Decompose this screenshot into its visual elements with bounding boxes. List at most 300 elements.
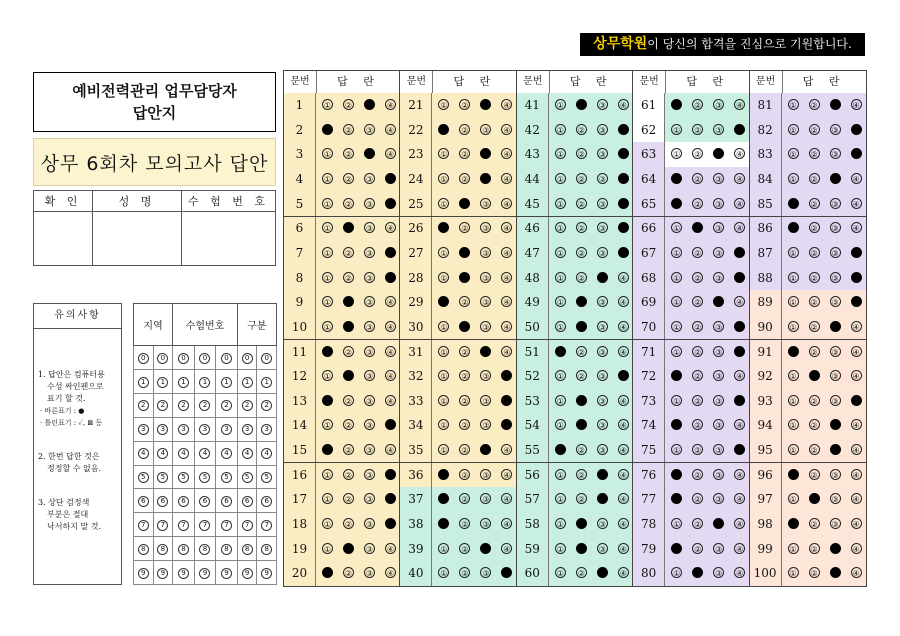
answer-bubble-marked[interactable]: ② [577, 298, 585, 308]
answer-bubble[interactable]: ① [789, 495, 797, 505]
answer-bubble[interactable]: ④ [386, 298, 395, 308]
omr-bubble[interactable]: 1 [261, 377, 272, 388]
answer-bubble[interactable]: ② [694, 273, 702, 283]
answer-bubble[interactable]: ④ [503, 470, 511, 480]
answer-bubble[interactable]: ② [810, 174, 818, 184]
answer-bubble[interactable]: ② [810, 125, 818, 135]
answer-bubble[interactable]: ③ [598, 322, 606, 332]
answer-bubble[interactable]: ③ [365, 520, 374, 530]
answer-bubble[interactable]: ④ [619, 273, 627, 283]
answer-bubble[interactable]: ④ [852, 174, 860, 184]
answer-bubble[interactable]: ① [789, 248, 797, 258]
answer-bubble-marked[interactable]: ① [673, 544, 681, 554]
answer-bubble-marked[interactable]: ① [673, 372, 681, 382]
answer-bubble-marked[interactable]: ④ [852, 150, 860, 160]
answer-bubble[interactable]: ④ [386, 569, 395, 579]
answer-bubble-marked[interactable]: ① [440, 298, 448, 308]
answer-bubble[interactable]: ① [323, 421, 332, 431]
answer-bubble-marked[interactable]: ② [577, 101, 585, 110]
answer-bubble[interactable]: ② [344, 446, 353, 456]
answer-bubble[interactable]: ① [440, 322, 448, 332]
omr-bubble[interactable]: 6 [221, 496, 232, 507]
answer-bubble-marked[interactable]: ④ [386, 199, 395, 209]
answer-bubble[interactable]: ② [344, 396, 353, 406]
answer-bubble-marked[interactable]: ① [673, 495, 681, 505]
answer-bubble[interactable]: ② [461, 347, 469, 357]
answer-bubble-marked[interactable]: ① [673, 174, 681, 184]
answer-bubble-marked[interactable]: ① [789, 470, 797, 480]
answer-bubble[interactable]: ④ [503, 199, 511, 209]
omr-bubble[interactable]: 5 [221, 472, 232, 483]
answer-bubble[interactable]: ③ [365, 347, 374, 357]
answer-bubble[interactable]: ③ [365, 421, 374, 431]
omr-bubble[interactable]: 9 [157, 568, 168, 579]
omr-bubble[interactable]: 7 [178, 520, 189, 531]
answer-bubble[interactable]: ① [556, 396, 564, 406]
answer-bubble[interactable]: ① [789, 569, 797, 579]
answer-bubble[interactable]: ③ [715, 347, 723, 357]
answer-bubble-marked[interactable]: ③ [831, 421, 839, 431]
answer-bubble[interactable]: ① [440, 248, 448, 258]
answer-bubble-marked[interactable]: ④ [386, 273, 395, 283]
answer-bubble[interactable]: ① [440, 150, 448, 160]
answer-bubble[interactable]: ② [694, 199, 702, 209]
answer-bubble[interactable]: ② [694, 150, 702, 160]
answer-bubble[interactable]: ④ [503, 544, 511, 554]
omr-bubble[interactable]: 0 [199, 353, 210, 364]
answer-bubble-marked[interactable]: ③ [482, 544, 490, 554]
answer-bubble-marked[interactable]: ④ [619, 174, 627, 184]
answer-bubble[interactable]: ④ [736, 199, 744, 209]
answer-bubble[interactable]: ② [461, 101, 469, 110]
omr-bubble[interactable]: 1 [178, 377, 189, 388]
answer-bubble[interactable]: ② [461, 224, 469, 234]
answer-bubble[interactable]: ② [344, 495, 353, 505]
omr-bubble[interactable]: 0 [138, 353, 149, 364]
answer-bubble[interactable]: ② [694, 347, 702, 357]
answer-bubble[interactable]: ③ [365, 396, 374, 406]
answer-bubble[interactable]: ② [461, 298, 469, 308]
answer-bubble[interactable]: ③ [715, 248, 723, 258]
answer-bubble[interactable]: ② [461, 150, 469, 160]
answer-bubble-marked[interactable]: ④ [386, 174, 395, 184]
answer-bubble[interactable]: ④ [619, 569, 627, 579]
answer-bubble[interactable]: ③ [365, 174, 374, 184]
answer-bubble-marked[interactable]: ① [323, 569, 332, 579]
answer-bubble-marked[interactable]: ① [440, 224, 448, 234]
answer-bubble[interactable]: ① [789, 101, 797, 110]
answer-bubble-marked[interactable]: ① [323, 347, 332, 357]
omr-bubble[interactable]: 3 [221, 424, 232, 435]
answer-bubble-marked[interactable]: ④ [852, 273, 860, 283]
answer-bubble[interactable]: ③ [831, 372, 839, 382]
answer-bubble[interactable]: ① [556, 273, 564, 283]
answer-bubble-marked[interactable]: ④ [619, 224, 627, 234]
answer-bubble[interactable]: ③ [598, 101, 606, 110]
answer-bubble[interactable]: ① [323, 224, 332, 234]
answer-bubble-marked[interactable]: ③ [482, 150, 490, 160]
answer-bubble[interactable]: ② [694, 495, 702, 505]
answer-bubble-marked[interactable]: ④ [736, 322, 744, 332]
answer-bubble[interactable]: ① [556, 322, 564, 332]
answer-bubble[interactable]: ④ [503, 125, 511, 135]
answer-bubble[interactable]: ④ [503, 520, 511, 530]
answer-bubble[interactable]: ③ [365, 470, 374, 480]
answer-bubble[interactable]: ② [694, 322, 702, 332]
answer-bubble-marked[interactable]: ④ [619, 150, 627, 160]
answer-bubble[interactable]: ② [694, 125, 702, 135]
answer-bubble[interactable]: ④ [852, 372, 860, 382]
omr-bubble[interactable]: 3 [242, 424, 253, 435]
answer-bubble[interactable]: ③ [365, 125, 374, 135]
answer-bubble-marked[interactable]: ② [577, 396, 585, 406]
answer-bubble[interactable]: ④ [386, 224, 395, 234]
answer-bubble[interactable]: ① [440, 421, 448, 431]
confirm-name-cell[interactable] [93, 212, 182, 266]
omr-bubble[interactable]: 4 [261, 448, 272, 459]
answer-bubble[interactable]: ③ [365, 544, 374, 554]
answer-bubble[interactable]: ③ [831, 520, 839, 530]
answer-bubble-marked[interactable]: ④ [736, 446, 744, 456]
answer-bubble[interactable]: ② [461, 569, 469, 579]
answer-bubble[interactable]: ② [694, 248, 702, 258]
omr-bubble[interactable]: 9 [221, 568, 232, 579]
answer-bubble[interactable]: ③ [598, 421, 606, 431]
answer-bubble[interactable]: ③ [365, 273, 374, 283]
omr-bubble[interactable]: 2 [261, 400, 272, 411]
answer-bubble[interactable]: ④ [852, 495, 860, 505]
answer-bubble[interactable]: ① [789, 125, 797, 135]
answer-bubble-marked[interactable]: ① [440, 470, 448, 480]
answer-bubble[interactable]: ① [323, 544, 332, 554]
answer-bubble[interactable]: ③ [482, 248, 490, 258]
answer-bubble[interactable]: ④ [852, 224, 860, 234]
answer-bubble[interactable]: ① [673, 248, 681, 258]
answer-bubble[interactable]: ④ [736, 224, 744, 234]
answer-bubble[interactable]: ④ [736, 421, 744, 431]
confirm-number-cell[interactable] [182, 212, 276, 266]
omr-bubble[interactable]: 0 [178, 353, 189, 364]
omr-bubble[interactable]: 8 [199, 544, 210, 555]
answer-bubble-marked[interactable]: ② [577, 421, 585, 431]
answer-bubble[interactable]: ② [344, 199, 353, 209]
answer-bubble[interactable]: ③ [482, 372, 490, 382]
answer-bubble-marked[interactable]: ② [461, 248, 469, 258]
answer-bubble[interactable]: ② [810, 248, 818, 258]
answer-bubble[interactable]: ④ [386, 150, 395, 160]
answer-bubble-marked[interactable]: ③ [482, 174, 490, 184]
answer-bubble-marked[interactable]: ① [556, 347, 564, 357]
answer-bubble[interactable]: ① [556, 174, 564, 184]
answer-bubble[interactable]: ① [673, 224, 681, 234]
answer-bubble[interactable]: ③ [831, 199, 839, 209]
answer-bubble[interactable]: ② [810, 446, 818, 456]
answer-bubble-marked[interactable]: ③ [831, 446, 839, 456]
omr-bubble[interactable]: 1 [242, 377, 253, 388]
answer-bubble[interactable]: ④ [852, 101, 860, 110]
omr-bubble[interactable]: 2 [157, 400, 168, 411]
answer-bubble-marked[interactable]: ④ [852, 125, 860, 135]
answer-bubble[interactable]: ② [461, 174, 469, 184]
answer-bubble-marked[interactable]: ② [577, 520, 585, 530]
answer-bubble[interactable]: ③ [365, 199, 374, 209]
answer-bubble-marked[interactable]: ③ [831, 174, 839, 184]
answer-bubble[interactable]: ④ [619, 298, 627, 308]
answer-bubble[interactable]: ① [323, 322, 332, 332]
answer-bubble[interactable]: ② [461, 495, 469, 505]
answer-bubble[interactable]: ④ [503, 101, 511, 110]
answer-bubble-marked[interactable]: ③ [715, 150, 723, 160]
answer-bubble[interactable]: ① [440, 101, 448, 110]
answer-bubble[interactable]: ④ [619, 470, 627, 480]
answer-bubble-marked[interactable]: ④ [503, 372, 511, 382]
answer-bubble-marked[interactable]: ① [673, 470, 681, 480]
answer-bubble[interactable]: ② [344, 248, 353, 258]
answer-bubble[interactable]: ③ [598, 396, 606, 406]
answer-bubble-marked[interactable]: ③ [715, 298, 723, 308]
answer-bubble-marked[interactable]: ③ [715, 520, 723, 530]
omr-bubble[interactable]: 3 [199, 424, 210, 435]
answer-bubble[interactable]: ② [810, 520, 818, 530]
omr-bubble[interactable]: 2 [178, 400, 189, 411]
answer-bubble[interactable]: ④ [503, 150, 511, 160]
answer-bubble[interactable]: ② [694, 372, 702, 382]
answer-bubble[interactable]: ① [440, 174, 448, 184]
answer-bubble[interactable]: ② [461, 396, 469, 406]
answer-bubble[interactable]: ② [577, 224, 585, 234]
answer-bubble[interactable]: ④ [619, 421, 627, 431]
answer-bubble[interactable]: ③ [831, 347, 839, 357]
answer-bubble[interactable]: ② [694, 544, 702, 554]
answer-bubble[interactable]: ② [577, 446, 585, 456]
answer-bubble-marked[interactable]: ② [577, 544, 585, 554]
answer-bubble[interactable]: ③ [598, 174, 606, 184]
omr-bubble[interactable]: 5 [138, 472, 149, 483]
answer-bubble-marked[interactable]: ④ [736, 125, 744, 135]
answer-bubble[interactable]: ④ [619, 446, 627, 456]
answer-bubble-marked[interactable]: ① [789, 224, 797, 234]
answer-bubble[interactable]: ② [810, 101, 818, 110]
answer-bubble[interactable]: ② [810, 396, 818, 406]
answer-bubble[interactable]: ④ [386, 125, 395, 135]
omr-bubble[interactable]: 8 [261, 544, 272, 555]
omr-bubble[interactable]: 5 [242, 472, 253, 483]
answer-bubble[interactable]: ② [810, 569, 818, 579]
answer-bubble[interactable]: ① [323, 298, 332, 308]
answer-bubble[interactable]: ① [323, 248, 332, 258]
answer-bubble-marked[interactable]: ④ [386, 248, 395, 258]
answer-bubble[interactable]: ① [789, 421, 797, 431]
answer-bubble[interactable]: ① [789, 150, 797, 160]
answer-bubble-marked[interactable]: ③ [598, 470, 606, 480]
answer-bubble-marked[interactable]: ② [810, 372, 818, 382]
answer-bubble[interactable]: ① [556, 248, 564, 258]
answer-bubble[interactable]: ① [789, 446, 797, 456]
answer-bubble[interactable]: ② [344, 174, 353, 184]
answer-bubble[interactable]: ④ [619, 396, 627, 406]
answer-bubble[interactable]: ② [694, 101, 702, 110]
answer-bubble-marked[interactable]: ③ [831, 544, 839, 554]
answer-bubble-marked[interactable]: ④ [736, 248, 744, 258]
omr-bubble[interactable]: 9 [138, 568, 149, 579]
answer-bubble[interactable]: ③ [482, 224, 490, 234]
answer-bubble[interactable]: ② [694, 470, 702, 480]
answer-bubble[interactable]: ① [673, 569, 681, 579]
answer-bubble[interactable]: ③ [365, 322, 374, 332]
answer-bubble-marked[interactable]: ① [673, 199, 681, 209]
answer-bubble[interactable]: ④ [386, 372, 395, 382]
answer-bubble[interactable]: ④ [503, 273, 511, 283]
answer-bubble-marked[interactable]: ② [344, 372, 353, 382]
answer-bubble[interactable]: ④ [852, 569, 860, 579]
answer-bubble-marked[interactable]: ③ [482, 347, 490, 357]
answer-bubble[interactable]: ③ [365, 372, 374, 382]
answer-bubble[interactable]: ② [810, 347, 818, 357]
answer-bubble[interactable]: ② [694, 520, 702, 530]
answer-bubble[interactable]: ④ [503, 174, 511, 184]
answer-bubble[interactable]: ③ [715, 421, 723, 431]
answer-bubble[interactable]: ④ [619, 347, 627, 357]
answer-bubble[interactable]: ② [344, 347, 353, 357]
answer-bubble[interactable]: ③ [715, 569, 723, 579]
omr-bubble[interactable]: 7 [199, 520, 210, 531]
answer-bubble[interactable]: ④ [386, 101, 395, 110]
omr-bubble[interactable]: 9 [242, 568, 253, 579]
answer-bubble[interactable]: ③ [715, 199, 723, 209]
answer-bubble[interactable]: ① [440, 396, 448, 406]
answer-bubble[interactable]: ② [344, 470, 353, 480]
omr-bubble[interactable]: 5 [261, 472, 272, 483]
omr-bubble[interactable]: 0 [261, 353, 272, 364]
omr-bubble[interactable]: 6 [138, 496, 149, 507]
answer-bubble[interactable]: ③ [365, 224, 374, 234]
answer-bubble[interactable]: ④ [386, 544, 395, 554]
answer-bubble[interactable]: ② [577, 125, 585, 135]
answer-bubble-marked[interactable]: ① [789, 347, 797, 357]
answer-bubble[interactable]: ② [577, 569, 585, 579]
answer-bubble-marked[interactable]: ① [440, 520, 448, 530]
answer-bubble[interactable]: ① [556, 421, 564, 431]
answer-bubble[interactable]: ④ [852, 347, 860, 357]
answer-bubble[interactable]: ③ [715, 322, 723, 332]
answer-bubble[interactable]: ④ [619, 544, 627, 554]
answer-bubble[interactable]: ① [323, 495, 332, 505]
answer-bubble[interactable]: ① [673, 322, 681, 332]
answer-bubble[interactable]: ① [556, 125, 564, 135]
answer-bubble[interactable]: ① [556, 101, 564, 110]
answer-bubble[interactable]: ② [461, 544, 469, 554]
answer-bubble-marked[interactable]: ③ [831, 569, 839, 579]
answer-bubble-marked[interactable]: ③ [365, 101, 374, 110]
answer-bubble[interactable]: ③ [831, 273, 839, 283]
answer-bubble[interactable]: ③ [365, 248, 374, 258]
answer-bubble[interactable]: ① [789, 372, 797, 382]
answer-bubble[interactable]: ② [344, 569, 353, 579]
answer-bubble-marked[interactable]: ① [556, 446, 564, 456]
answer-bubble[interactable]: ④ [619, 101, 627, 110]
omr-bubble[interactable]: 7 [221, 520, 232, 531]
answer-bubble[interactable]: ② [344, 421, 353, 431]
answer-bubble[interactable]: ③ [831, 495, 839, 505]
answer-bubble[interactable]: ③ [715, 544, 723, 554]
answer-bubble[interactable]: ③ [482, 125, 490, 135]
omr-bubble[interactable]: 7 [157, 520, 168, 531]
answer-bubble-marked[interactable]: ② [461, 199, 469, 209]
answer-bubble[interactable]: ② [810, 298, 818, 308]
omr-bubble[interactable]: 1 [157, 377, 168, 388]
answer-bubble[interactable]: ③ [482, 495, 490, 505]
omr-bubble[interactable]: 1 [221, 377, 232, 388]
answer-bubble[interactable]: ① [440, 569, 448, 579]
omr-bubble[interactable]: 4 [199, 448, 210, 459]
answer-bubble-marked[interactable]: ④ [736, 347, 744, 357]
answer-bubble[interactable]: ① [789, 544, 797, 554]
answer-bubble[interactable]: ① [789, 396, 797, 406]
answer-bubble[interactable]: ③ [482, 470, 490, 480]
answer-bubble[interactable]: ① [673, 298, 681, 308]
answer-bubble[interactable]: ① [323, 150, 332, 160]
omr-bubble[interactable]: 5 [199, 472, 210, 483]
answer-bubble[interactable]: ③ [482, 569, 490, 579]
answer-bubble[interactable]: ② [577, 347, 585, 357]
answer-bubble[interactable]: ③ [482, 273, 490, 283]
answer-bubble-marked[interactable]: ④ [852, 248, 860, 258]
answer-bubble[interactable]: ③ [482, 322, 490, 332]
answer-bubble[interactable]: ① [440, 199, 448, 209]
omr-bubble[interactable]: 2 [199, 400, 210, 411]
omr-bubble[interactable]: 8 [221, 544, 232, 555]
answer-bubble[interactable]: ④ [503, 224, 511, 234]
answer-bubble[interactable]: ③ [831, 248, 839, 258]
answer-bubble[interactable]: ④ [852, 520, 860, 530]
answer-bubble-marked[interactable]: ① [789, 199, 797, 209]
answer-bubble-marked[interactable]: ④ [503, 421, 511, 431]
answer-bubble[interactable]: ③ [598, 372, 606, 382]
answer-bubble-marked[interactable]: ④ [852, 396, 860, 406]
answer-bubble[interactable]: ② [577, 174, 585, 184]
answer-bubble[interactable]: ④ [386, 446, 395, 456]
answer-bubble[interactable]: ④ [852, 421, 860, 431]
answer-bubble-marked[interactable]: ④ [386, 470, 395, 480]
answer-bubble[interactable]: ① [440, 446, 448, 456]
answer-bubble[interactable]: ① [673, 150, 681, 160]
omr-bubble[interactable]: 6 [261, 496, 272, 507]
answer-bubble[interactable]: ④ [736, 298, 744, 308]
answer-bubble[interactable]: ④ [736, 495, 744, 505]
omr-bubble[interactable]: 1 [199, 377, 210, 388]
omr-bubble[interactable]: 2 [138, 400, 149, 411]
answer-bubble[interactable]: ③ [715, 273, 723, 283]
answer-bubble[interactable]: ① [556, 544, 564, 554]
answer-bubble[interactable]: ① [440, 544, 448, 554]
answer-bubble[interactable]: ① [323, 470, 332, 480]
omr-bubble[interactable]: 1 [138, 377, 149, 388]
answer-bubble[interactable]: ② [810, 421, 818, 431]
omr-bubble[interactable]: 2 [242, 400, 253, 411]
answer-bubble[interactable]: ④ [503, 446, 511, 456]
answer-bubble[interactable]: ② [461, 372, 469, 382]
answer-bubble-marked[interactable]: ① [440, 125, 448, 135]
answer-bubble-marked[interactable]: ① [673, 101, 681, 110]
answer-bubble[interactable]: ② [461, 520, 469, 530]
answer-bubble[interactable]: ③ [715, 125, 723, 135]
answer-bubble[interactable]: ② [694, 421, 702, 431]
answer-bubble[interactable]: ④ [736, 520, 744, 530]
answer-bubble[interactable]: ④ [386, 396, 395, 406]
answer-bubble-marked[interactable]: ④ [619, 372, 627, 382]
omr-bubble[interactable]: 3 [157, 424, 168, 435]
answer-bubble[interactable]: ② [694, 396, 702, 406]
